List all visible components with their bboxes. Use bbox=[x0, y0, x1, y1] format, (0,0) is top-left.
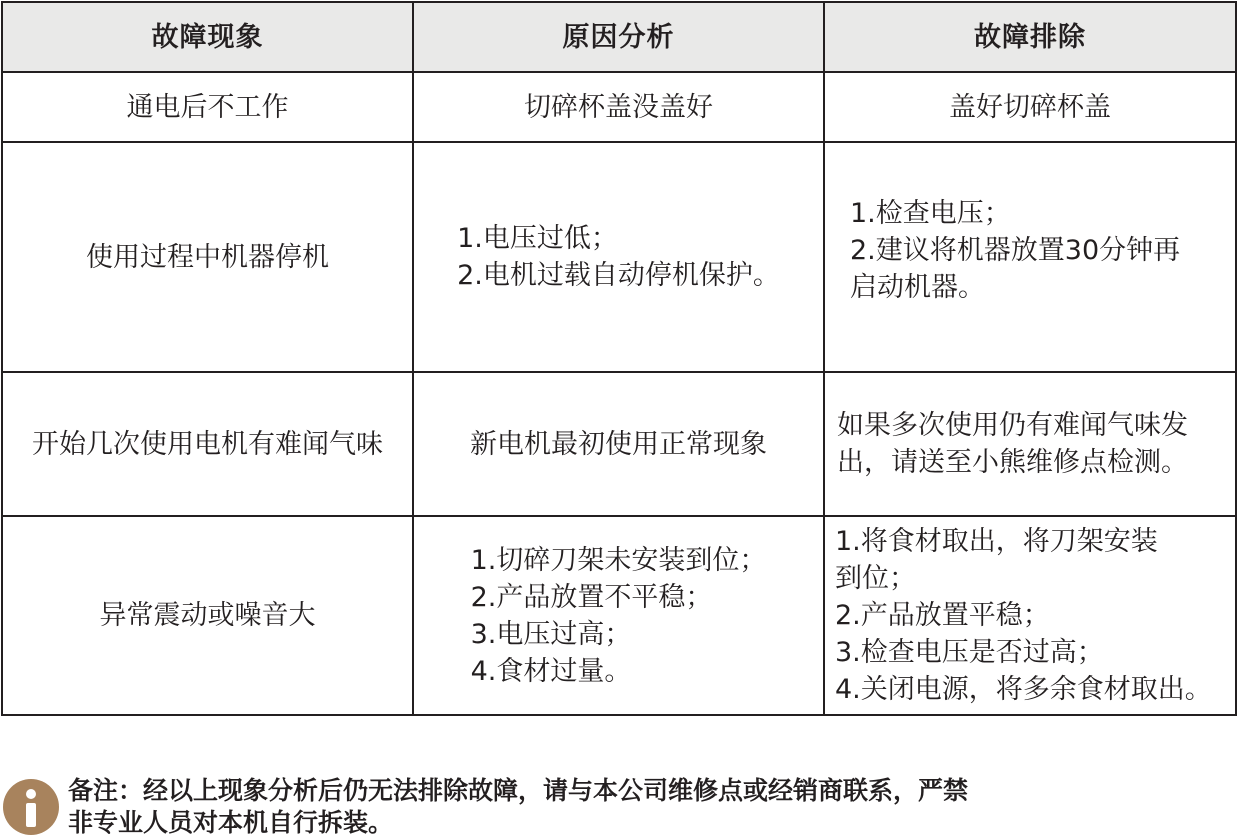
cause-line: 1.切碎刀架未安装到位； bbox=[470, 544, 767, 576]
fix-line: 4.关闭电源，将多余食材取出。 bbox=[835, 674, 1212, 705]
fix-cell bbox=[824, 372, 1236, 516]
table-row bbox=[2, 72, 1236, 142]
header-symptom: 故障现象 bbox=[2, 2, 413, 72]
cause-line: 2.电机过载自动停机保护。 bbox=[457, 260, 780, 291]
fix-line: 2.产品放置平稳； bbox=[835, 600, 1050, 631]
cause-line: 新电机最初使用正常现象 bbox=[470, 428, 767, 460]
fix-line: 盖好切碎杯盖 bbox=[949, 91, 1111, 123]
note-section bbox=[0, 775, 1237, 838]
fix-cell bbox=[824, 72, 1236, 142]
fix-line: 如果多次使用仍有难闻气味发 bbox=[837, 410, 1188, 441]
cause-line: 2.产品放置不平稳； bbox=[470, 581, 713, 613]
note-line: 非专业人员对本机自行拆装。 bbox=[68, 808, 394, 837]
note-line: 备注：经以上现象分析后仍无法排除故障，请与本公司维修点或经销商联系，严禁 bbox=[68, 776, 969, 805]
fix-line: 到位； bbox=[835, 563, 916, 594]
cause-cell bbox=[413, 516, 824, 715]
fix-line: 2.建议将机器放置30分钟再 bbox=[850, 235, 1181, 266]
troubleshooting-table bbox=[1, 1, 1237, 716]
cause-line: 切碎杯盖没盖好 bbox=[524, 91, 713, 123]
cause-line: 1.电压过低； bbox=[457, 223, 618, 254]
table-row bbox=[2, 142, 1236, 372]
cause-cell bbox=[413, 142, 824, 372]
fix-line: 启动机器。 bbox=[850, 272, 985, 303]
fix-cell bbox=[824, 516, 1236, 715]
cause-cell bbox=[413, 72, 824, 142]
symptom-cell: 使用过程中机器停机 bbox=[2, 142, 413, 372]
symptom-cell: 异常震动或噪音大 bbox=[2, 516, 413, 715]
symptom-cell: 开始几次使用电机有难闻气味 bbox=[2, 372, 413, 516]
info-icon bbox=[3, 779, 59, 835]
table-header-row bbox=[2, 2, 1236, 72]
table-row bbox=[2, 516, 1236, 715]
fix-line: 1.将食材取出，将刀架安装 bbox=[835, 526, 1158, 557]
fix-line: 出，请送至小熊维修点检测。 bbox=[837, 447, 1188, 478]
header-cause: 原因分析 bbox=[413, 2, 824, 72]
symptom-cell: 通电后不工作 bbox=[2, 72, 413, 142]
note-text bbox=[68, 775, 1188, 839]
fix-line: 3.检查电压是否过高； bbox=[835, 637, 1104, 668]
fix-line: 1.检查电压； bbox=[850, 198, 1011, 229]
cause-line: 4.食材过量。 bbox=[470, 655, 632, 687]
header-fix: 故障排除 bbox=[824, 2, 1236, 72]
cause-line: 3.电压过高； bbox=[470, 618, 632, 650]
cause-cell bbox=[413, 372, 824, 516]
table-row bbox=[2, 372, 1236, 516]
fix-cell bbox=[824, 142, 1236, 372]
